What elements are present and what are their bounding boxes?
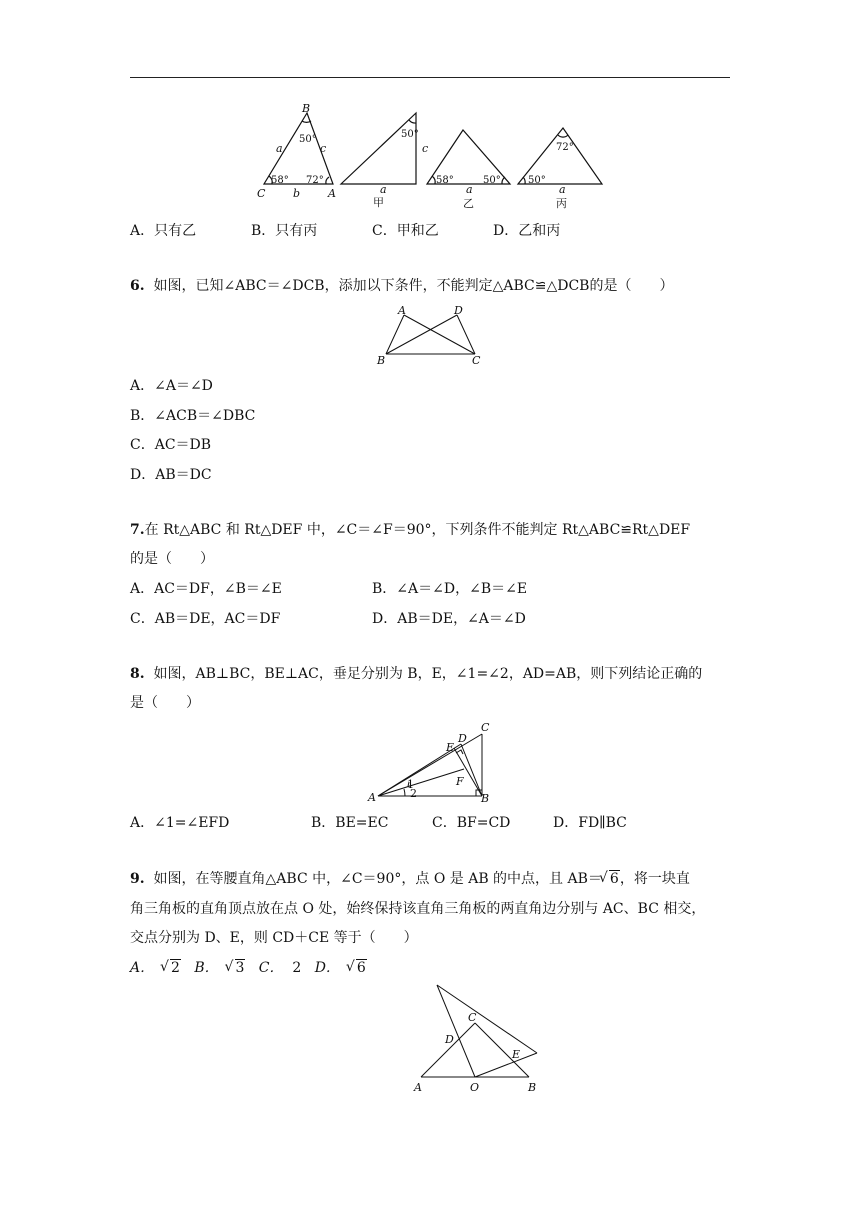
- q8-label-F: F: [456, 775, 464, 788]
- q8-stem-text: 如图，AB⊥BC，BE⊥AC，垂足分别为 B，E，∠1=∠2，AD=AB，则下列结论正确的: [153, 666, 703, 682]
- q6-label-D: D: [454, 304, 463, 317]
- q7-number: 7.: [130, 522, 145, 538]
- q9-stem-text-a: 如图，在等腰直角△ABC 中，∠C＝90°，点 O 是 AB 的中点，且 AB＝: [153, 871, 602, 887]
- label-a: a: [276, 142, 283, 155]
- q7-option-d[interactable]: D．AB＝DE，∠A＝∠D: [372, 611, 526, 627]
- q7-option-c[interactable]: C．AB＝DE，AC＝DF: [130, 611, 281, 627]
- label-58: 58°: [271, 175, 289, 186]
- q6-stem-text: 如图，已知∠ABC＝∠DCB，添加以下条件，不能判定△ABC≌△DCB的是（ ）: [153, 278, 674, 294]
- q6-option-c[interactable]: C．AC＝DB: [130, 437, 212, 453]
- q7-stem-text: 在 Rt△ABC 和 Rt△DEF 中，∠C＝∠F＝90°，下列条件不能判定 Rt△ABC≌Rt△DEF: [144, 522, 691, 538]
- q7-option-a[interactable]: A．AC＝DF，∠B＝∠E: [130, 581, 282, 597]
- q8-label-A: A: [368, 791, 376, 804]
- q8-label-B: B: [481, 792, 490, 805]
- label-c: c: [320, 142, 327, 155]
- q9-label-O: O: [470, 1081, 480, 1094]
- q8-label-1: 1: [407, 778, 414, 791]
- label-jia-a: a: [380, 183, 387, 196]
- q9-stem-line2: 角三角板的直角顶点放在点 O 处，始终保持该直角三角板的两直角边分别与 AC、BC 相交，: [130, 901, 706, 917]
- q5-option-d[interactable]: D．乙和丙: [493, 223, 561, 239]
- q9-option-d[interactable]: D． √ 6: [315, 960, 367, 976]
- q9-stem-line3: 交点分别为 D、E，则 CD＋CE 等于（ ）: [130, 930, 418, 946]
- q6-label-C: C: [472, 354, 481, 367]
- q9-number: 9.: [130, 871, 145, 887]
- q9-option-c[interactable]: C． 2: [258, 960, 302, 976]
- q8-label-D: D: [458, 732, 467, 745]
- q6-label-B: B: [377, 354, 386, 367]
- label-bing-a: a: [559, 183, 566, 196]
- q9-label-B: B: [528, 1081, 537, 1094]
- q8-label-E: E: [446, 741, 455, 754]
- q9-options: [130, 959, 367, 977]
- header-rule: [130, 77, 730, 78]
- q8-option-c[interactable]: C．BF=CD: [432, 815, 511, 831]
- q7-stem-line1: [130, 521, 690, 539]
- q9-option-a[interactable]: A． √ 2: [130, 960, 181, 976]
- q8-option-a[interactable]: A．∠1=∠EFD: [130, 815, 230, 831]
- q8-stem-line1: [130, 665, 702, 683]
- q6-label-A: A: [398, 304, 406, 317]
- q6-figure: [372, 302, 492, 372]
- q9-stem-text-b: ，将一块直: [619, 871, 690, 887]
- label-bing-72: 72°: [556, 142, 574, 153]
- label-jia-c: c: [422, 142, 429, 155]
- q9-figure: [405, 980, 550, 1095]
- q8-stem-line2: 是（ ）: [130, 695, 200, 711]
- label-B: B: [302, 102, 311, 115]
- label-50: 50°: [299, 134, 317, 145]
- q6-number: 6.: [130, 278, 145, 294]
- q9-label-A: A: [414, 1081, 422, 1094]
- label-bing: 丙: [556, 197, 567, 210]
- q5-option-a[interactable]: A．只有乙: [130, 223, 197, 239]
- label-yi-58: 58°: [436, 175, 454, 186]
- q9-label-C: C: [468, 1011, 477, 1024]
- label-yi: 乙: [463, 197, 474, 210]
- label-jia-50: 50°: [401, 129, 419, 140]
- q9-sqrt-6: √ 6: [602, 870, 620, 888]
- q5-triangle-jia: [341, 113, 416, 184]
- q7-option-b[interactable]: B．∠A＝∠D，∠B＝∠E: [372, 581, 528, 597]
- q6-option-b[interactable]: B．∠ACB＝∠DBC: [130, 408, 256, 424]
- q9-label-E: E: [512, 1048, 521, 1061]
- q8-label-C: C: [481, 721, 490, 734]
- q5-option-c[interactable]: C．甲和乙: [372, 223, 439, 239]
- q5-option-b[interactable]: B．只有丙: [251, 223, 318, 239]
- label-bing-50: 50°: [528, 175, 546, 186]
- q9-label-D: D: [445, 1033, 454, 1046]
- label-A: A: [328, 187, 336, 200]
- q6-option-a[interactable]: A．∠A＝∠D: [130, 378, 213, 394]
- label-jia: 甲: [373, 196, 384, 209]
- label-yi-50: 50°: [483, 175, 501, 186]
- q8-label-2: 2: [410, 787, 417, 800]
- label-72: 72°: [306, 175, 324, 186]
- q5-triangles-figure: [250, 100, 620, 215]
- q8-option-d[interactable]: D．FD∥BC: [553, 815, 627, 831]
- q9-stem-line1: [130, 870, 690, 888]
- q8-figure: [368, 718, 498, 808]
- q8-number: 8.: [130, 666, 145, 682]
- label-b: b: [293, 187, 301, 200]
- label-C: C: [257, 187, 266, 200]
- q9-option-b[interactable]: B． √ 3: [194, 960, 245, 976]
- q6-option-d[interactable]: D．AB＝DC: [130, 467, 212, 483]
- q8-option-b[interactable]: B．BE=EC: [311, 815, 389, 831]
- q7-stem-line2: 的是（ ）: [130, 551, 214, 567]
- q6-stem: [130, 277, 673, 295]
- label-yi-a: a: [466, 183, 473, 196]
